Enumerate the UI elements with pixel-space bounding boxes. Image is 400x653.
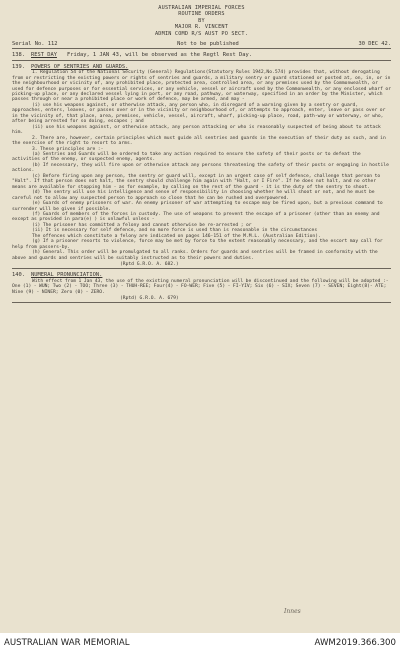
- section-number: 139.: [12, 63, 25, 70]
- section-title: POWERS OF SENTRIES AND GUARDS.: [31, 63, 129, 70]
- section-paragraph: With effect from 1 Jan 43, the use of the existing numeral pronunciation will be discontinued and the following will be adopted :-: [12, 278, 389, 284]
- section-paragraph: One (1) - WUN; Two (2) - TOO; Three (3) - THUH-REE; Four(4) - FO-WER; Five (5) - FI-YIV; Six (6) - SIX; Seven (7) - SEVEN; Eight(8)- ATE; Nine (9) - NINER; Zero (0) - ZERO.: [12, 284, 389, 295]
- section-divider: [12, 268, 391, 269]
- section-paragraph: The offences which constitute a felony are indicated on pages 146-151 of the M.M.L. (Australian Edition).: [12, 233, 321, 239]
- publication-note: Not to be published: [177, 41, 239, 48]
- section-heading: [12, 272, 391, 279]
- section-paragraph: (b) If necessary, they will fire upon or otherwise attack any persons threatening the safety of their posts or engaging in hostile actions.: [12, 162, 392, 174]
- section-paragraph: (h) General. This order will be promulgated to all ranks. Orders for guards and sentries will be framed in conformity with the above and guards and sentries will be suitably instructed as to their powers and duties.: [12, 250, 381, 261]
- section-paragraph: (g) If a prisoner resorts to violence, force may be met by force to the extent reasonably necessary, and the escort may call for help from passers-by.: [12, 239, 386, 250]
- section-paragraph: (e) Guards of enemy prisoners of war. An enemy prisoner of war attempting to escape may be fired upon, but a previous command to surrender will be given if possible.: [12, 201, 386, 212]
- section-paragraph: 2. There are, however, certain principles which must guide all sentries and guards in the execution of their duty as such, and in the exercise of the right to resort to arms.: [12, 135, 389, 147]
- order-section: [12, 63, 394, 269]
- section-divider: [12, 302, 391, 303]
- handwritten-signature: Innes: [284, 608, 301, 615]
- section-paragraph: (i) use his weapons against, or otherwise attack, any person who, in disregard of a warning given by a sentry or guard, approaches, enters, leaves, or passes over or in the vicinity or neighbourhood of, or attempts to approach, enter, leave or pass over or in the vicinity of, that place, area, premises, vehicle, vessel, aircraft, wharf, picking-up place, road, path-way or waterway, or who, after being arrested for so doing, escapes ; and: [12, 102, 388, 125]
- order-date: 30 DEC 42.: [358, 41, 391, 48]
- header-line-unit: ADMIN COMD R/S AUST PO SECT.: [154, 30, 249, 37]
- section-heading: [12, 52, 391, 59]
- section-paragraph: (a) Sentries and Guards will be ordered to take any action required to ensure the safety of their posts or to defeat the activities of the enemy, or suspected enemy, agents.: [12, 152, 364, 163]
- section-authority: (Rptd) G.R.O. A. 679): [120, 296, 179, 302]
- header-line-organisation: AUSTRALIAN IMPERIAL FORCES: [158, 5, 245, 11]
- order-sections: [12, 52, 394, 303]
- serial-number: Serial No. 112: [12, 41, 58, 48]
- section-paragraph: (f) Guards of members of the forces in custody. The use of weapons to prevent the escape of a prisoner (other than an enemy and except as provided in para(e) ) is unlawful unless -: [12, 212, 383, 223]
- document-header: [12, 5, 391, 37]
- section-paragraph: (i) The prisoner has committed a felony and cannot otherwise be re-arrested ; or: [12, 222, 252, 228]
- section-body: [12, 70, 394, 261]
- section-title: REST DAY: [31, 52, 57, 59]
- header-line-by: BY: [198, 17, 205, 24]
- header-line-officer: MAJOR R. VINCENT: [174, 24, 229, 31]
- section-paragraph: 3. These principles are :-: [12, 146, 104, 152]
- section-paragraph: (ii) use his weapons against, or otherwise attack, any person attacking or who is reasonably suspected of being about to attack him.: [12, 124, 384, 136]
- order-section: [12, 52, 391, 61]
- order-section: [12, 272, 391, 303]
- section-divider: [12, 60, 391, 61]
- serial-row: [12, 40, 391, 49]
- section-body: [12, 279, 391, 295]
- header-line-orders: ROUTINE ORDERS: [178, 11, 225, 18]
- section-number: 140.: [12, 272, 25, 279]
- section-subtitle: Friday, 1 JAN 43, will be observed as the Regtl Rest Day.: [66, 52, 252, 59]
- archive-name: AUSTRALIAN WAR MEMORIAL: [4, 638, 130, 648]
- section-paragraph: (ii) It is necessary for self defence, and no more force is used than is reasonable in the circumstances: [12, 228, 318, 234]
- section-title: NUMERAL PRONUNCIATION.: [31, 272, 103, 279]
- section-number: 138.: [12, 52, 25, 59]
- section-paragraph: 1. Regulation 54 of the National Security (General) Regulations(Statutory Rules 1942,No.574) provides that, without derogating from or restricting the existing powers or rights of sentries and guards, a military sentry or guard stationed or posted at, on, in, or in the neighbourhood or vicinity of, any prohibited place, protected area, controlled area, or any premises used by the Commonwealth, or used for defence purposes or for essential services, or any vehicle, vessel or aircraft used by the Commonwealth, or any enclosed wharf or picking-up place, or any declared vessel lying in port, or any road, pathway, or waterway, specified in an order by the Minister, which passes through or near a prohibited place or work of defence, may be armed, and may -: [12, 70, 394, 103]
- signature-area: [0, 600, 400, 630]
- archive-reference: AWM2019.366.300: [314, 638, 396, 648]
- section-paragraph: (d) The sentry will use his intelligence and sense of responsibility in choosing whether he will shoot or not, and he must be careful not to allow any suspected person to approach so close that he can be rushed and overpowered.: [12, 190, 378, 201]
- section-authority: (Rptd G.R.O. A. 682.): [120, 262, 179, 268]
- archive-footer: [0, 633, 400, 653]
- section-paragraph: (c) Before firing upon any person, the sentry or guard will, except in an urgent case of self defence, challenge that person to "Halt". If that person does not halt, the sentry should challenge him again with "Halt, or I Fire". If he does not halt, and no other means are available for stopping him - as for example, by calling on the rest of the guard - it is the duty of the sentry to shoot.: [12, 173, 383, 190]
